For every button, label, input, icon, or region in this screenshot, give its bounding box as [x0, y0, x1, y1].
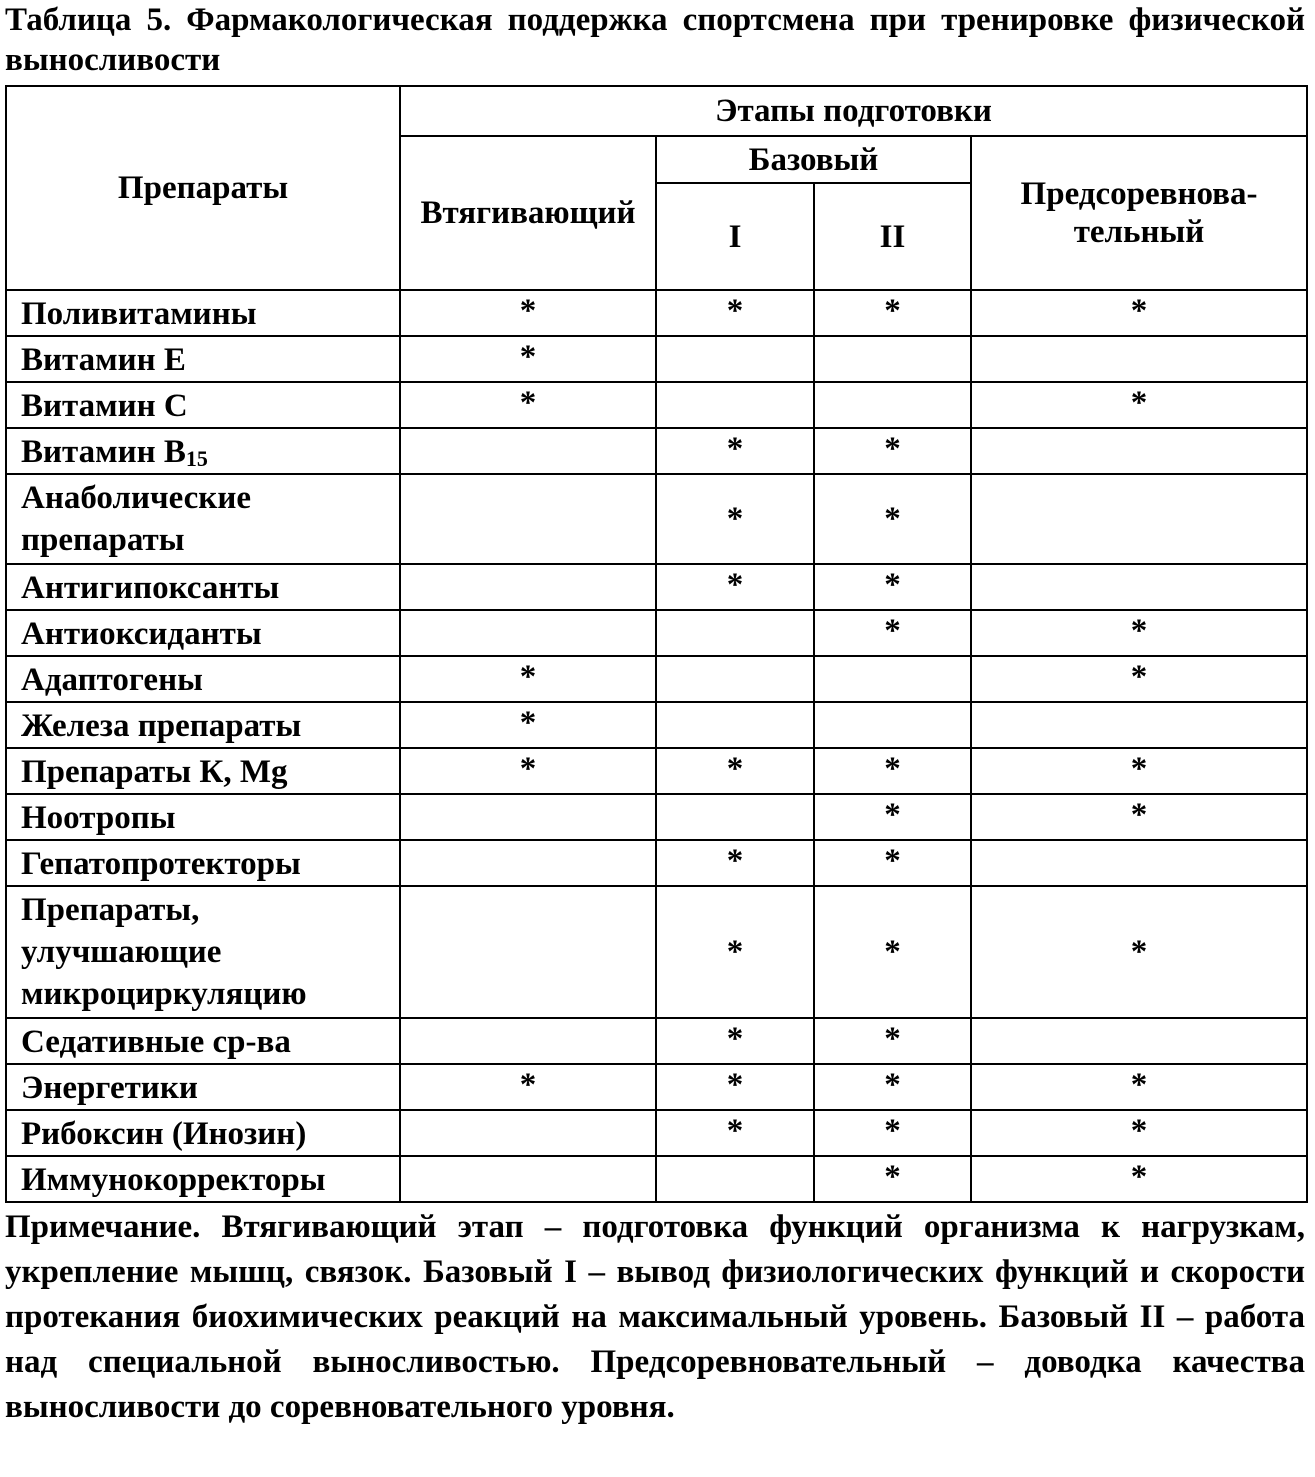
stage-mark-cell: [400, 656, 656, 702]
drug-name: [6, 840, 400, 886]
asterisk-mark: *: [1130, 1113, 1148, 1149]
stage-mark-cell: [400, 1156, 656, 1202]
stage-mark-cell: [971, 382, 1307, 428]
table-row: [6, 428, 1307, 474]
stage-mark-cell: [400, 564, 656, 610]
table-note: Примечание. Втягивающий этап – подготовка функций организма к нагрузкам, укрепление мышц, связок. Базовый I – вывод физиологических функций и скорости протекания биохимических реакций на максимальный уровень. Базовый II – работа над специальной выносливостью. Предсоревновательный – доводка качества выносливости до соревновательного уровня.: [5, 1209, 1305, 1425]
stage-mark-cell: [656, 610, 814, 656]
table-row: [6, 656, 1307, 702]
table-row: [6, 610, 1307, 656]
asterisk-mark: *: [1130, 751, 1148, 787]
stage-mark-cell: [400, 290, 656, 336]
stage-mark-cell: [971, 564, 1307, 610]
stage-mark-cell: [814, 336, 971, 382]
stage-mark-cell: [400, 840, 656, 886]
stage-mark-cell: [814, 474, 971, 564]
asterisk-mark: *: [1130, 1067, 1148, 1103]
asterisk-mark: *: [884, 567, 901, 603]
stage-mark-cell: [400, 336, 656, 382]
drug-name: [6, 1110, 400, 1156]
stage-mark-cell: [971, 428, 1307, 474]
stage-mark-cell: [656, 1064, 814, 1110]
drug-name-text: Витамин В: [21, 434, 186, 470]
stage-mark-cell: [971, 290, 1307, 336]
asterisk-mark: *: [726, 1021, 744, 1057]
table-row: [6, 886, 1307, 1018]
stage-mark-cell: [971, 336, 1307, 382]
drug-name: [6, 290, 400, 336]
stage-mark-cell: [656, 290, 814, 336]
stage-mark-cell: [814, 840, 971, 886]
asterisk-mark: *: [519, 339, 537, 375]
stage-mark-cell: [656, 336, 814, 382]
stage-mark-cell: [400, 886, 656, 1018]
asterisk-mark: *: [519, 1067, 537, 1103]
stage-mark-cell: [814, 1018, 971, 1064]
asterisk-mark: *: [884, 431, 901, 467]
drug-name-text: Витамин С: [21, 388, 188, 424]
stage-mark-cell: [656, 702, 814, 748]
stage-mark-cell: [400, 428, 656, 474]
stage-mark-cell: [814, 748, 971, 794]
table-row: [6, 748, 1307, 794]
asterisk-mark: *: [1130, 1159, 1148, 1195]
header-basic-2: II: [814, 183, 971, 290]
asterisk-mark: *: [884, 501, 901, 537]
drug-name: [6, 886, 400, 1018]
asterisk-mark: *: [726, 431, 744, 467]
asterisk-mark: *: [519, 705, 537, 741]
stage-mark-cell: [656, 382, 814, 428]
asterisk-mark: *: [884, 1159, 901, 1195]
stage-mark-cell: [814, 564, 971, 610]
asterisk-mark: *: [884, 843, 901, 879]
stage-mark-cell: [814, 382, 971, 428]
table-row: [6, 564, 1307, 610]
stage-mark-cell: [971, 794, 1307, 840]
drug-name-text: Железа препараты: [21, 708, 302, 744]
stage-mark-cell: [814, 290, 971, 336]
stage-mark-cell: [971, 1110, 1307, 1156]
table-row: [6, 794, 1307, 840]
drug-name-text: Анаболические препараты: [21, 480, 251, 558]
stage-mark-cell: [814, 610, 971, 656]
stage-mark-cell: [971, 656, 1307, 702]
asterisk-mark: *: [884, 1021, 901, 1057]
drug-name-text: Энергетики: [21, 1070, 198, 1106]
stage-mark-cell: [656, 428, 814, 474]
stage-mark-cell: [656, 886, 814, 1018]
header-pulling: Втягивающий: [400, 136, 656, 290]
stage-mark-cell: [656, 1156, 814, 1202]
drug-name: [6, 474, 400, 564]
drug-name: [6, 382, 400, 428]
stage-mark-cell: [656, 1018, 814, 1064]
asterisk-mark: *: [519, 385, 537, 421]
stage-mark-cell: [400, 610, 656, 656]
table-title: Таблица 5. Фармакологическая поддержка спортсмена при тренировке физической выносливости: [5, 2, 1305, 78]
asterisk-mark: *: [726, 1113, 744, 1149]
stage-mark-cell: [971, 1156, 1307, 1202]
drug-name-text: Гепатопротекторы: [21, 846, 301, 882]
drug-name: [6, 1018, 400, 1064]
stage-mark-cell: [400, 1110, 656, 1156]
stage-mark-cell: [814, 428, 971, 474]
asterisk-mark: *: [726, 567, 744, 603]
stage-mark-cell: [814, 1156, 971, 1202]
stage-mark-cell: [656, 794, 814, 840]
table-row: [6, 336, 1307, 382]
stage-mark-cell: [814, 702, 971, 748]
drug-name: [6, 1064, 400, 1110]
asterisk-mark: *: [1130, 797, 1148, 833]
asterisk-mark: *: [519, 293, 537, 329]
header-basic: Базовый: [656, 136, 971, 183]
table-row: [6, 474, 1307, 564]
drug-name-text: Антигипоксанты: [21, 570, 280, 606]
asterisk-mark: *: [519, 659, 537, 695]
stage-mark-cell: [400, 474, 656, 564]
stage-mark-cell: [656, 564, 814, 610]
drug-name-text: Препараты, улучшающие микроциркуляцию: [21, 892, 307, 1012]
asterisk-mark: *: [1130, 293, 1148, 329]
stage-mark-cell: [656, 656, 814, 702]
stage-mark-cell: [971, 702, 1307, 748]
drug-name: [6, 702, 400, 748]
drug-name: [6, 610, 400, 656]
stage-mark-cell: [971, 610, 1307, 656]
drug-name-text: Иммунокорректоры: [21, 1162, 326, 1198]
stage-mark-cell: [400, 382, 656, 428]
table-row: [6, 1064, 1307, 1110]
asterisk-mark: *: [726, 751, 744, 787]
drug-name-text: Антиоксиданты: [21, 616, 262, 652]
asterisk-mark: *: [726, 843, 744, 879]
stage-mark-cell: [814, 886, 971, 1018]
stage-mark-cell: [656, 840, 814, 886]
stage-mark-cell: [814, 794, 971, 840]
asterisk-mark: *: [884, 751, 901, 787]
header-stages: Этапы подготовки: [400, 86, 1307, 136]
table-row: [6, 1110, 1307, 1156]
stage-mark-cell: [400, 748, 656, 794]
table-row: [6, 1156, 1307, 1202]
table-row: [6, 290, 1307, 336]
drug-name: [6, 336, 400, 382]
stage-mark-cell: [814, 1110, 971, 1156]
drug-name-text: Витамин Е: [21, 342, 186, 378]
table-row: [6, 1018, 1307, 1064]
asterisk-mark: *: [726, 1067, 744, 1103]
drug-name: [6, 748, 400, 794]
drug-name: [6, 794, 400, 840]
drug-name: [6, 428, 400, 474]
asterisk-mark: *: [1130, 613, 1148, 649]
asterisk-mark: *: [1130, 934, 1148, 970]
asterisk-mark: *: [884, 1067, 901, 1103]
stage-mark-cell: [400, 1018, 656, 1064]
stage-mark-cell: [971, 474, 1307, 564]
asterisk-mark: *: [884, 934, 901, 970]
stage-mark-cell: [656, 474, 814, 564]
stage-mark-cell: [971, 1018, 1307, 1064]
stage-mark-cell: [400, 794, 656, 840]
asterisk-mark: *: [884, 1113, 901, 1149]
asterisk-mark: *: [726, 501, 744, 537]
stage-mark-cell: [656, 1110, 814, 1156]
drug-name: [6, 564, 400, 610]
drug-name-text: Адаптогены: [21, 662, 203, 698]
stage-mark-cell: [971, 886, 1307, 1018]
asterisk-mark: *: [1130, 659, 1148, 695]
asterisk-mark: *: [726, 293, 744, 329]
drug-name-text: Препараты К, Mg: [21, 754, 288, 790]
table-row: [6, 840, 1307, 886]
drug-name-text: Рибоксин (Инозин): [21, 1116, 307, 1152]
stage-mark-cell: [971, 840, 1307, 886]
drug-name: [6, 656, 400, 702]
drug-name-text: Седативные ср-ва: [21, 1024, 291, 1060]
stage-mark-cell: [971, 748, 1307, 794]
asterisk-mark: *: [884, 797, 901, 833]
drug-name-subscript: 15: [185, 446, 208, 471]
drug-name: [6, 1156, 400, 1202]
table-row: [6, 382, 1307, 428]
header-basic-1: I: [656, 183, 814, 290]
drug-name-text: Ноотропы: [21, 800, 176, 836]
drug-name-text: Поливитамины: [21, 296, 257, 332]
asterisk-mark: *: [884, 293, 901, 329]
asterisk-mark: *: [884, 613, 901, 649]
stage-mark-cell: [400, 1064, 656, 1110]
stage-mark-cell: [400, 702, 656, 748]
stage-mark-cell: [814, 1064, 971, 1110]
stage-mark-cell: [814, 656, 971, 702]
pharmacological-support-table: [5, 85, 1308, 1203]
stage-mark-cell: [656, 748, 814, 794]
asterisk-mark: *: [519, 751, 537, 787]
table-row: [6, 702, 1307, 748]
header-drugs: Препараты: [6, 86, 400, 290]
stage-mark-cell: [971, 1064, 1307, 1110]
asterisk-mark: *: [1130, 385, 1148, 421]
asterisk-mark: *: [726, 934, 744, 970]
header-precompetitive: Предсоревнова-тельный: [971, 136, 1307, 290]
